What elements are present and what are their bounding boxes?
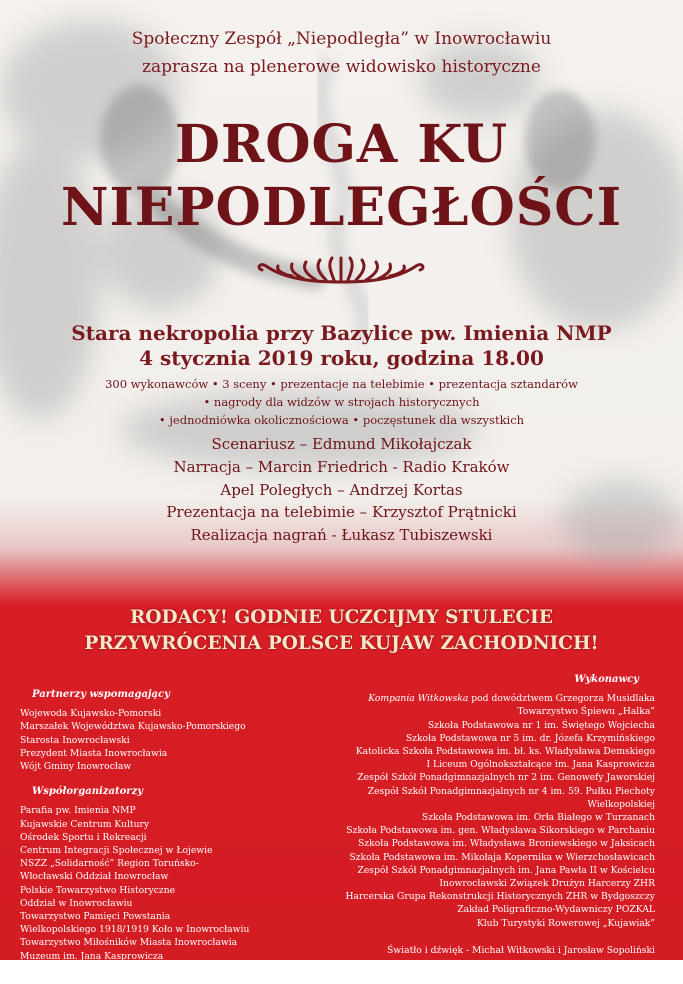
list-item: Wojewoda Kujawsko-Pomorski — [20, 708, 162, 720]
bullets-line-1: 300 wykonawców • 3 sceny • prezentacje na telebimie • prezentacja sztandarów — [105, 377, 578, 391]
list-item: Włocławski Oddział Inowrocław — [20, 871, 169, 883]
list-item: Młodzieżowy Dom Kultury im. Janusza Korczaka — [20, 963, 246, 975]
list-item: Oddział w Inowrocławiu — [20, 897, 133, 909]
list-item: NSZZ „Solidarność” Region Toruńsko- — [20, 858, 199, 870]
list-item: Muzeum im. Jana Kasprowicza — [20, 950, 164, 962]
list-item: Marszałek Województwa Kujawsko-Pomorskiego — [20, 721, 246, 733]
list-item: Towarzystwo Pamięci Powstania — [20, 911, 171, 923]
list-item: Zakład Poligraficzno-Wydawniczy POZKAL — [457, 904, 655, 916]
list-item: Towarzystwo Śpiewu „Halka” — [517, 706, 655, 718]
list-item: Szkoła Podstawowa im. gen. Władysława Sikorskiego w Parchaniu — [346, 825, 655, 837]
event-date: 4 stycznia 2019 roku, godzina 18.00 — [139, 346, 544, 370]
list-item: Starosta Inowrocławski — [20, 734, 130, 746]
performers-heading: Wykonawcy — [574, 674, 639, 685]
ornament-icon — [246, 252, 436, 292]
intro-line-2: zaprasza na plenerowe widowisko historyczne — [142, 57, 541, 77]
list-item — [315, 692, 655, 705]
list-item: Wójt Gminy Inowrocław — [20, 761, 132, 773]
light-sound-credit: Światło i dźwięk - Michał Witkowski i Jarosław Sopoliński — [387, 944, 655, 956]
list-item: Szkoła Podstawowa nr 1 im. Świętego Wojciecha — [427, 719, 655, 731]
coorganizers-list — [20, 804, 280, 976]
list-item: Centrum Integracji Społecznej w Łojewie — [20, 845, 213, 857]
list-item: Zespół Szkół Ponadgimnazjalnych im. Jana Pawła II w Kościelcu — [357, 864, 655, 876]
list-item: Klub Turystyki Rowerowej „Kujawiak” — [476, 917, 655, 929]
slogan-line-1: RODACY! GODNIE UCZCIJMY STULECIE — [130, 607, 553, 628]
credits-list — [0, 433, 683, 547]
left-column — [20, 688, 280, 976]
title-line-2: NIEPODLEGŁOŚCI — [60, 177, 623, 238]
credit-line: Prezentacja na telebimie – Krzysztof Prątnicki — [166, 503, 517, 522]
credit-line: Realizacja nagrań - Łukasz Tubiszewski — [190, 526, 493, 545]
list-item: Kujawskie Centrum Kultury — [20, 818, 150, 830]
list-item: Zespół Szkół Ponadgimnazjalnych nr 4 im. 59. Pułku Piechoty Wielkopolskiej — [367, 785, 655, 810]
event-place: Stara nekropolia przy Bazylice pw. Imienia NMP — [71, 321, 612, 345]
intro-line-1: Społeczny Zespół „Niepodległa” w Inowrocławiu — [131, 29, 552, 49]
list-item: I Liceum Ogólnokształcące im. Jana Kasprowicza — [426, 759, 655, 771]
list-item: Harcerska Grupa Rekonstrukcji Historycznych ZHR w Bydgoszczy — [345, 891, 655, 903]
title-line-1: DROGA KU — [174, 114, 509, 175]
list-item: Prezydent Miasta Inowrocławia — [20, 747, 168, 759]
list-item: Polskie Towarzystwo Historyczne — [20, 884, 176, 896]
list-item: Szkoła Podstawowa im. Władysława Broniewskiego w Jaksicach — [358, 838, 655, 850]
poster-project-credit: Projekt plakatu - Jarosław Wojtasiński — [501, 973, 655, 983]
list-item: Inowrocławski Związek Drużyn Harcerzy ZHR — [439, 878, 655, 890]
credit-line: Apel Poległych – Andrzej Kortas — [220, 480, 463, 499]
list-item: Ośrodek Sportu i Rekreacji — [20, 831, 147, 843]
list-item: Parafia pw. Imienia NMP — [20, 805, 136, 817]
bullets-line-2: • nagrody dla widzów w strojach historycznych — [203, 395, 480, 409]
bullets-line-3: • jednodniówka okolicznościowa • poczęstunek dla wszystkich — [158, 413, 525, 427]
credit-line: Scenariusz – Edmund Mikołajczak — [211, 435, 472, 453]
company-commander: pod dowództwem Grzegorza Musidlaka — [468, 693, 655, 705]
performers-list — [315, 692, 655, 930]
right-column — [315, 673, 655, 984]
coorganizers-heading: Współorganizatorzy — [32, 786, 144, 798]
list-item: Zespół Szkół Ponadgimnazjalnych nr 2 im. Genowefy Jaworskiej — [357, 772, 655, 784]
list-item: Katolicka Szkoła Podstawowa im. bł. ks. Władysława Demskiego — [355, 746, 655, 758]
partners-list — [20, 707, 280, 773]
list-item: Szkoła Podstawowa im. Orła Białego w Turzanach — [421, 812, 655, 824]
credit-line: Narracja – Marcin Friedrich - Radio Kraków — [173, 457, 510, 476]
company-name: Kompania Witkowska — [368, 693, 469, 705]
slogan-line-2: PRZYWRÓCENIA POLSCE KUJAW ZACHODNICH! — [84, 633, 599, 654]
list-item: Towarzystwo Miłośników Miasta Inowrocławia — [20, 937, 238, 949]
partners-heading: Partnerzy wspomagający — [32, 689, 170, 700]
list-item: Wielkopolskiego 1918/1919 Koło w Inowrocławiu — [20, 924, 250, 936]
list-item: Szkoła Podstawowa im. Mikołaja Kopernika w Wierzchosławicach — [349, 851, 655, 863]
list-item: Szkoła Podstawowa nr 5 im. dr. Józefa Krzymińskiego — [405, 732, 655, 744]
